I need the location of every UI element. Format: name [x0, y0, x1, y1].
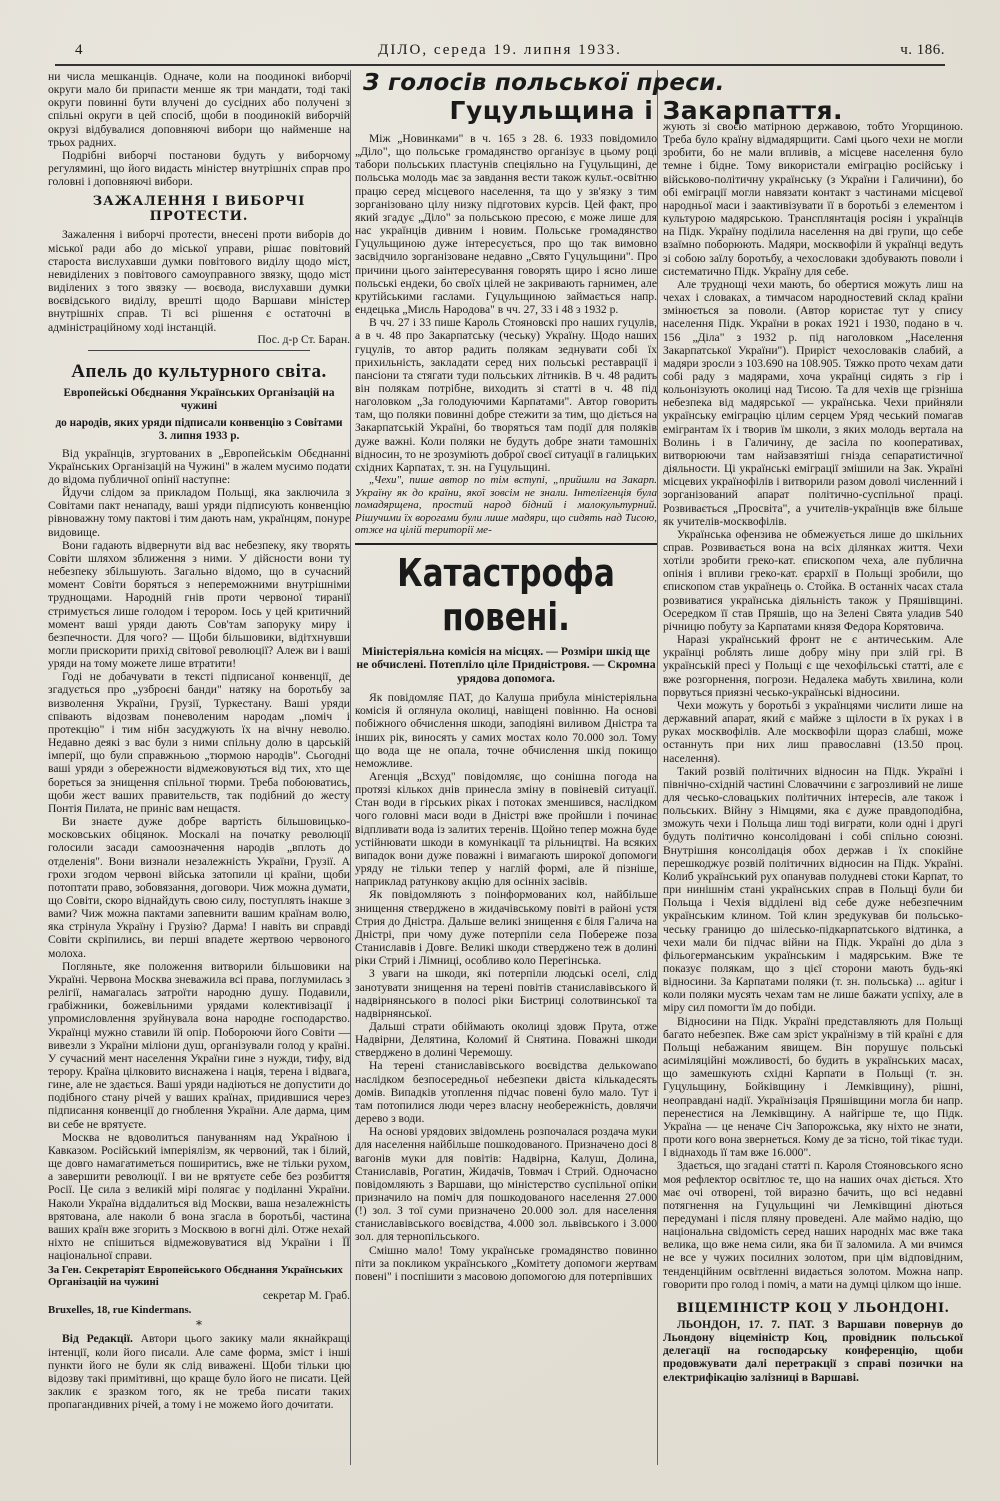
address: Bruxelles, 18, rue Kindermans. [48, 1304, 192, 1317]
article-title-vice-minister: ВІЦЕМІНІСТР КОЦ У ЛЬОНДОНІ. [676, 1300, 950, 1316]
editorial-label: Від Редакції. [62, 1332, 133, 1346]
paragraph: Вони гадають відвернути від вас небезпеку, яку творять Совіти шляхом зближення з ними. У дійсности вони ту небезпеку збільшують. Загально відомо, що в сучасний момент Совіти боряться з непереможними внутрішніми труднощами. Народній гнів проти червоної тиранії стримується лише голодом і терором. Іось у цей критичний момент ваші уряди дають Сов'там запоруку миру і безпечности. Для чого? — Щоби більшовики, відітхнувши могли прискорити прихід світової революції? Алеж ви і ваші уряди на тому можете лише втратити! [48, 538, 350, 671]
paragraph: Здається, що згадані статті п. Кароля Стояновського ясно моя рефлектор освітлює те, що на наших очах діється. Хто має очі отворені, той виразно бачить, що всі недавні потягнення на Гуцульщині чи Лемківщині діються передумані і після пляну проведені. Але маймо надію, що національна свідомість серед наших народніх мас вже така велика, що вже нема сили, яка би її заломила. А ми вчимся не все у чужих посилних золотом, при цім відповідним, тенденційним освітленні видається золотом. Можна напр. говорити про голод і поміч, а мати на думці цілком що інше. [663, 1159, 963, 1291]
paragraph: Українська офензива не обмежується лише до шкільних справ. Розвивається вона на всіх ділянках життя. Чехи хотіли зробити греко-кат. єпископом чеха, але публична опінія і впливи греко-кат. єрархії в Польщі зробили, що єпископом став українець о. Стойка. В останніх часах стала розвиватися українська діяльність також у Пряшівщині. Осередком її став Пряшів, що на Зелені Свята уладив 540 річницю побуту за Карпатами князя Федора Корятовича. [663, 527, 963, 633]
banner-title: Гуцульщина і Закарпаття. [449, 96, 843, 125]
paragraph: Смішно мало! Тому українське громадянство повинно піти за покликом українського „Комітету допомоги жертвам повені" і поспішити з масовою допомогою для потерпівших [355, 1243, 657, 1283]
paragraph: На основі урядових звідомлень розпочалася роздача муки для населення найбільше пошкодованого. Призначено досі 8 вагонів муки для повітів: Надвірна, Калуш, Долина, Станиславів, Рогатин, Жидачів, Товмач і Стрий. Одночасно повідомляють з Варшави, що міністерство суспільної опіки призначило на поміч для пошкодованого населення 27.000 (!) зол. З тої суми призначено 20.000 зол. для населення станиславівського воєвідства, 4.000 зол. львівського і 3.000 зол. для тернопільського. [355, 1125, 657, 1244]
article-title-flood: Катастрофа повені. [397, 550, 615, 639]
page-number: 4 [75, 42, 83, 58]
article-subtitle: до народів, яких уряди підписали конвенцію з Совітами 3. липня 1933 р. [55, 416, 343, 442]
issue-number: ч. 186. [900, 42, 945, 58]
paragraph: Йдучи слідом за прикладом Польщі, яка заключила з Совітами пакт ненападу, ваші уряди підписують конвенцію рівноважну тому пактові і тим дають нам, українцям, понуре видовище. [48, 486, 350, 539]
section-heading-protests: ЗАЖАЛЕННЯ І ВИБОРЧІ ПРОТЕСТИ. [92, 194, 306, 225]
paragraph: Відносини на Підк. Україні представляють для Польщі багато небезпек. Вже сам зріст українізму в тій країні є для Польщі небажаним явищем. Він порушує польські асиміляційні можливості, бо будить в українських масах, що замешкують східні Карпати в Польщі (т. зн. Гуцульщину, Бойківщину і Лемківщину), рішні, неоправдані надії. Українізація Пряшівщини могла би напр. перенестися на Лемківщину. А найгірше те, що Підк. Україна — це неначе Січ Запорожська, яку ніхто не знати, проти кого вона звернеться. Кому де за тісно, той тікає туди. І віднаходь її там вже 16.000". [663, 1014, 963, 1160]
paragraph: В чч. 27 і 33 пише Кароль Стояновскі про наших гуцулів, а в ч. 48 про Закарпатську (чеську) Україну. Щодо наших гуцулів, то автор радить полякам зеднувати собі їх прихильність, закладати серед них польські реставрації і пансіони та стягати туди польських літників. В ч. 48 радить він полякам потрібне, виходить зі статті в ч. 48 під наголовком „За голодуючими Карпатами". Автор говорить там, що поляки повинні добре стежити за тим, що діється на Закарпатській Україні, бо творяться там події для поляків дуже важні. Коли поляки не будуть добре знати тамошніх відносин, то не зрозуміють доброї своєї ситуації в галицьких східних Карпатах, т. зн. на Гуцульщині. [355, 316, 657, 474]
paragraph: Агенція „Всхуд" повідомляє, що сонішна погода на протязі кількох днів принесла зміну в повіневій ситуації. Стан води в гірських ріках і потоках зменшився, наслідком чого головні маси води в Дністрі вже пройшли і починає відпливати вода із залитих теренів. Щойно тепер можна буде устійнювати шкоди в комунікації та рільництві. На всяких випадок вони дуже поважні і вимагають широкої допомоги уряду не тільки тепер у наглій формі, але й пізніше, наприклад ратункову акцію для осінніх засівів. [355, 770, 657, 889]
column-left [48, 70, 351, 1465]
paragraph: „Чехи", пише автор по тім вступі, „прийшли на Закарп. Україну як до країни, якої зовсім не знали. Інтелігенція була помадярщена, простий народ бідний і малокультурний. Рішучими їх ворогами були лише мадяри, що сидять над Тисою, отже на цілій території ме- [355, 474, 657, 537]
signature-org: За Ген. Секретаріят Европейського Обєднання Українських Організацій на чужині [48, 1264, 343, 1289]
paragraph: Від українців, згуртованих в „Европейськім Обєднанні Українських Організацій на Чужині" в жалем мусимо подати до відома публичної опінії наступне: [48, 446, 350, 486]
masthead-date: ДІЛО, середа 19. липня 1933. [378, 42, 622, 58]
banner-kicker: З голосів польської преси. [363, 70, 725, 96]
paragraph: Але труднощі чехи мають, бо обертися можуть лиш на чехах і словаках, а тимчасом народностевий склад країни змінюється за поволи. (Автор користає тут у спису населення Підк. України в роках 1921 і 1930, подано в ч. 156 „Діла" з 1932 р. під наголовком „Населення Закарпатської України"). Приріст чехословаків слабий, а мадяри зросли з 103.690 на 108.905. Тяжко прото чехам дати собі раду з мадярами, хоча українці сидять з гір і кольонізують околиці над Тисою. Та для чехів ще грізніша небезпека від мадярської — українська. Чехи прийняли українську еміграцію цілим серцем Уряд чеський помагав емігрантам їх і творив їм школи, з яких молодь вертала на Волинь і в Галичину, де засіла по кооперативах, витворюючи там найзавзятіші гнізда сепаратистичної діяльности. Ці українські еміграції змішили на Зак. Україні місцевих українофілів і витворили разом доволі численний і зорганізований апарат політично-суспільної праці. Розвивається „Просвіта", а учителів-українців вже більше як учителів-москвофілів. [663, 277, 963, 528]
paragraph: Москва не вдоволиться пануванням над Україною і Кавказом. Російський імперіялізм, як червоний, так і білий, ще довго намагатиметься поширитись, вже не тільки рухом, а завершити революції. І ви не врятуєте себе без розбиття Росії. Це сила з великій мірі полягає у поділанні України. Наколи Україна віддалиться від Москви, вашa незалежність врятована, але наколи б вона згасла в боротьбі, частина ваших країн вже згорить з Москвою в вогні ділі. Отже нехай ніхто не спішиться відмежовуватися від України і ЇЇ національної справи. [48, 1130, 350, 1263]
paragraph: жують зі своєю матірною державою, тобто Угорщиною. Треба було країну відмадярщити. Самі цього чехи не могли зробити, бо не мали впливів, а місцеве населення було темне і бідне. Тому використали еміграцію російську і військово-політичну українську (з України і Галичини), бо обі еміграції могли навязати контакт з частинами місцевої народньої маси і заактивізувати її в боротьбі з елементом і культурою мадярською. Трансплянтація росіян і українців на Підк. Україну поділила населення на дві групи, що себе взаїмно поборюють. Мадяри, москвофіли й українці ведуть зі собою заїлу боротьбу, а чехословаки здобувають поволи і систематично Підк. Україну для себе. [663, 120, 963, 278]
paragraph: Подрібні виборчі постанови будуть у виборчому регулямині, що його видасть міністер внутрішніх справ про головні і доповняючі вибори. [48, 148, 350, 189]
signature-secretary: секретар М. Граб. [262, 1290, 350, 1303]
paragraph: ЛЬОНДОН, 17. 7. ПАТ. З Варшави повернув до Льондону віцеміністр Коц, провідник польської делегації на господарську конференцію, щоби продовжувати далі перетракції з справі позички на електрифікацію залізниці в Варшаві. [663, 1317, 963, 1384]
column-right [663, 70, 963, 1465]
paragraph: ни числа мешканців. Одначе, коли на поодинокі виборчі округи мало би припасти менше як три мандати, тоді такі округи повинні бути влучені до сусідних або получені з спільні округи в цей спосіб, щоби в поодинокій виборчій окрузі відбувалися доповняючі вибори що найменше на трьох радних. [48, 70, 350, 149]
column-middle [355, 70, 658, 1465]
paragraph: Як повідомляють з поінформованих кол, найбільше знищення стверджено в жидачівському повіті в районі устя Стрия до Дністра. Дальше великі знищення є біля Галича на Дністрі, при чому дуже потерпіли села Побереже поза Станиславів і Довге. Великі шкоди стверджено теж в долині ріки Стрий і Лімниці, особливо коло Перегінська. [355, 888, 657, 968]
divider [355, 543, 657, 545]
press-review-banner [355, 70, 963, 125]
separator-star: * [196, 1318, 202, 1333]
paragraph: Годі не добачувати в тексті підписаної конвенції, де згадується про „узброєні банди" натяку на боротьбу за визволення України, Грузії, Туркестану. Ваші уряди співають відозвам поневоленим народам „поміч і протекцію" і тим нібн засуджують їх на вічну неволю. Недавно деякі з вас були з ними спільну долю в царській імперії, що були справжньою „тюрмою народів". Сьогодні ваші уряди з обережности відмежовуються від тих, хто ще бореться за знищення спільної тюрми. Треба побоюватись, щоби жест ваших правительств, так подібний до жесту Понтія Пилата, не приніс вам нещастя. [48, 670, 350, 815]
paragraph: З уваги на шкоди, які потерпіли людські оселі, слід занотувати знищення на терені повітів станиславівського й надвірнянського в полосі ріки Бистриці солотвинської та надвірнянської. [355, 967, 657, 1020]
paragraph: На терені станиславівського воєвідства делькowano наслідком безпосередньої небезпеки двіста кількадесять домів. Випадків утоплення підчас повені було мало. Тут і там потопилися люди через власну необережність, довлячи дерево з води. [355, 1059, 657, 1126]
paragraph: Між „Новинками" в ч. 165 з 28. 6. 1933 повідомило „Діло", що польське громадянство організує в цьому році табори польських пластунів спеціяльно на Гуцульщині, де польська молодь має за завдання вести також культ.-освітню працю серед місцевого населення, та що у зв'язку з тим зорганізовано цілу низку підготових курсів. Цей факт, про який згадує „Діло" за польською пресою, є може лише для нас українців дивним і новим. Польське громадянство Гуцульщиною дуже інтересується, про що так вимовно засвідчило зорганізоване недавно „Свято Гуцульщини". Про причини цього заінтересування говорять щиро і ясно лише польські ендеки, бо своїх цілей не закривають гарнимен, але крутійськими гаслами. Гуцульщиною займається напр. ендецька „Мисль Народова" в чч. 27, 33 і 48 з 1932 р. [355, 132, 657, 317]
paragraph: Такий розвій політичних відносин на Підк. Україні і північно-східній частині Словаччини є загрозливий не лише для чесько-словацьких політичних інтересів, але також і польських. Війну з Німцями, яка є дуже правдоподібна, зможуть чехи і Польща лиш тоді виграти, коли одні і другі будуть політично консолідовані і собі спільно союзні. Внутрішня консолідація обох держав і їх спокійне перешкоджує розвій політичних відносин на Підк. Україні. Колиб український рух опанував полудневі стоки Карпат, то при нинішнім стані українських справ в Польщі були би Польща і Чехія відділені від себе дуже небезпечним українським клином. Той клин зредукував би польсько-чеську границю до шілесько-підкарпатського відтинка, а чехи мали би підчас війни на Підк. Україні до діла з фільогерманським українським і мадярським. Вже те показує полякам, що з цієї сторони мають будь-які відносини. За Карпатами поляки (т. зн. польська) ... agitur і коли поляки мусять чехам там не лише бажати успіху, але в міру сил помогти їм до побіди. [663, 764, 963, 1015]
article-subtitle: Европейські Обєднання Українських Організацій на чужині [63, 386, 335, 412]
paragraph: Дальші страти обіймають околиці здовж Прута, отже Надвірни, Делятина, Коломиї й Снятина. Поважні шкоди стверджено в долині Черемошу. [355, 1019, 657, 1060]
paragraph: Чехи можуть у боротьбі з українцями числити лише на державний апарат, який є майже з щілости в їх руках і в руках москвофілів. Але москвофіли щораз слабші, може останнуть при них лиш православні (13.50 проц. населення). [663, 698, 963, 765]
paragraph: Погляньте, яке положення витворили більшовики на Україні. Червона Москва зневажила всі права, поглумилась з релігії, намагалась затроїти народню душу. Подавили, грабіжники, божевільними урядами колективізації і упромисловлення зруйнувала вона народне господарство. Українці мужно ставили їй опір. Побороючи його Совіти — вивезли з України міліони душ, організували голод у країні. У сучасний мент населення України гине з нужди, тифу, від терору. Країна цілковито виснажена і нація, терена і відвага, гине, але не здається. Ваші уряди надіються не допустити до подібного стану річей у ваших країнах, придившися через підписання конвенції до гноблення України. Але дарма, цим ви себе не врятуєте. [48, 959, 350, 1131]
article-title-apel: Апель до культурного світа. [71, 360, 327, 382]
editorial-note: Автори цього закику мали якнайкращі інтенції, коли його писали. Але саме форма, зміст і інші пункти його не були як слід виважені. Щоби тільки цю відозву такі примітивні, що краще було його не писати. Цей заклик є зразком того, як не треба писати таких пропагандивних річей, а тому і не можемо його дочитати. [48, 1332, 350, 1412]
paragraph: Зажалення і виборчі протести, внесені проти виборів до міської ради або до міської управи, рішає повітовий староста вислухавши думки повітового виділу щодо міст, невиділених з повітового самоуправного звязку, щодо міст виділених з того звязку — воєвода, вислухавши думки воєвідського виділу, врешті щодо Варшави міністер внутрішніх справ. Ті всі рішення є остаточні в адміністраційному ході інстанцій. [48, 228, 350, 334]
paragraph: Ви знаєте дуже добре вартість більшовицько-московських обіцянок. Москалі на початку революції голосили засади самоозначення народів „вплоть до отделенія". Вони визнали незалежність України, Грузії. А грохи згодом червоні війська затопили ці країни, щоби потоптати право, зобовязання, договори. Чиж можна думати, що Совіти, скоро віднайдуть свою силу, поступлять інакше з вами? Чиж можна пактами запевнити вашим країнам волю, яка стрінула Україну і Грузію? Дарма! І навіть ви справді Совіти скріпились, ви перші впадете жертвою червоного молоха. [48, 815, 350, 960]
article-subtitle-flood: Міністеріяльна комісія на місцях. — Розміри шкід ще не обчислені. Потепліло ціле Придністровя. — Скромна урядова допомога. [356, 643, 656, 685]
paragraph: Як повідомляє ПАТ, до Калуша прибула міністеріяльна комісія й оглянула околиці, навіщені повінню. На основі побіжного обчислення шкоди, заподіяні виливом Дністра та інших рік, виносять у самих мостах коло 70.000 зол. Тому що вода ще не опала, точне обчислення шкід покищо неможливе. [355, 691, 657, 770]
running-header [55, 38, 945, 66]
author-signature: Пос. д-р Ст. Баран. [257, 333, 350, 346]
divider [88, 350, 310, 351]
paragraph: Наразі український фронт не є античеським. Але українці роблять лише добру міну при злій грі. В українській пресі у Польщі є ще чехофільські статті, але є вже розгорнення, погрози. Недалека мабуть хвилина, коли порвуться приязні чесько-українські відносини. [663, 633, 963, 699]
